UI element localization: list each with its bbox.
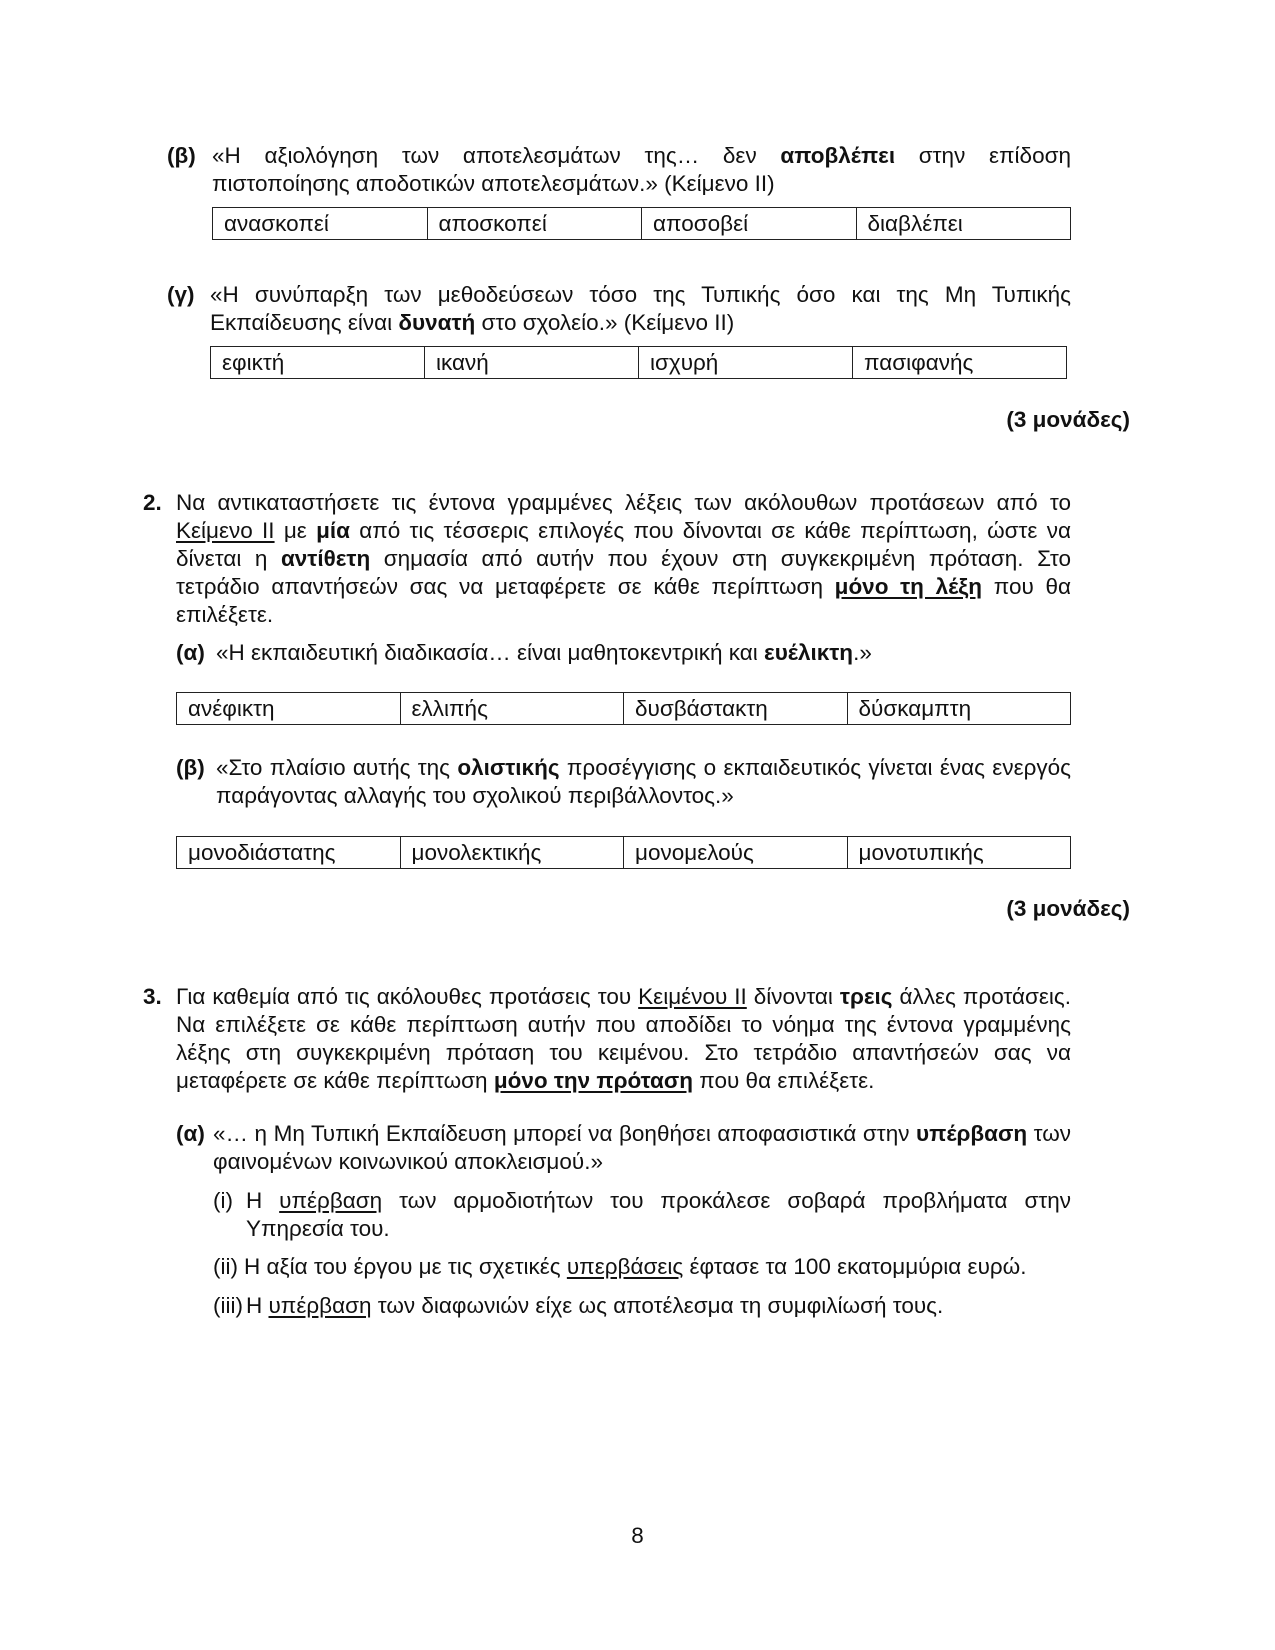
options-table-beta	[212, 207, 1071, 240]
sub-item-sentence: Η υπέρβαση των διαφωνιών είχε ως αποτέλεσμα τη συμφιλίωσή τους.	[246, 1293, 944, 1318]
option-cell: δύσκαμπτη	[847, 693, 1071, 725]
option-cell: δυσβάστακτη	[624, 693, 848, 725]
question-number-2: 2.	[143, 490, 162, 515]
sub-item-label: (ii)	[213, 1254, 238, 1279]
option-cell: αποσοβεί	[642, 208, 857, 240]
item-label-beta: (β)	[167, 143, 196, 168]
option-cell: ελλιπής	[400, 693, 624, 725]
marks-label: (3 μονάδες)	[1006, 407, 1130, 432]
item-label-beta-2: (β)	[176, 755, 205, 780]
question-2-text: Να αντικαταστήσετε τις έντονα γραμμένες λέξεις των ακόλουθων προτάσεων από το Κείμενο ΙΙ με μία από τις τέσσερις επιλογές που δίνονται σε κάθε περίπτωση, ώστε να δίνεται η αντίθετη σημασία από αυτήν που έχουν στη συγκεκριμένη πρόταση. Στο τετράδιο απαντήσεών σας να μεταφέρετε σε κάθε περίπτωση μόνο τη λέξη που θα επιλέξετε.	[176, 490, 1072, 627]
sub-item-sentence: Η αξία του έργου με τις σχετικές υπερβάσεις έφτασε τα 100 εκατομμύρια ευρώ.	[244, 1254, 1027, 1279]
option-cell: μονολεκτικής	[400, 837, 624, 869]
marks-label: (3 μονάδες)	[1006, 896, 1130, 921]
page-number: 8	[631, 1523, 644, 1548]
sub-item-sentence: Η υπέρβαση των αρμοδιοτήτων του προκάλεσε σοβαρά προβλήματα στην Υπηρεσία του.	[246, 1188, 1072, 1241]
item-label-alpha: (α)	[176, 640, 205, 665]
option-cell: ισχυρή	[639, 347, 853, 379]
option-cell: ικανή	[425, 347, 639, 379]
option-cell: αποσκοπεί	[427, 208, 642, 240]
sentence-beta: «Η αξιολόγηση των αποτελεσμάτων της… δεν αποβλέπει στην επίδοση πιστοποίησης αποδοτικών αποτελεσμάτων.» (Κείμενο ΙΙ)	[212, 143, 1071, 196]
item-label-gamma: (γ)	[167, 282, 195, 307]
target-word: ολιστικής	[457, 755, 560, 780]
sub-item-label: (iii)	[213, 1293, 243, 1318]
option-cell: ανέφικτη	[177, 693, 401, 725]
option-cell: μονοτυπικής	[847, 837, 1071, 869]
sentence-alpha-3: «… η Μη Τυπική Εκπαίδευση μπορεί να βοηθήσει αποφασιστικά στην υπέρβαση των φαινομένων κοινωνικού αποκλεισμού.»	[213, 1121, 1072, 1174]
option-cell: πασιφανής	[853, 347, 1067, 379]
options-table-alpha	[176, 692, 1071, 725]
options-table-gamma	[210, 346, 1067, 379]
question-3-text: Για καθεμία από τις ακόλουθες προτάσεις του Κειμένου ΙΙ δίνονται τρεις άλλες προτάσεις. Να επιλέξετε σε κάθε περίπτωση αυτήν που αποδίδει το νόημα της έντονα γραμμένης λέξης στη συγκεκριμένη πρόταση του κειμένου. Στο τετράδιο απαντήσεών σας να μεταφέρετε σε κάθε περίπτωση μόνο την πρόταση που θα επιλέξετε.	[176, 984, 1071, 1093]
sentence-beta-2: «Στο πλαίσιο αυτής της ολιστικής προσέγγισης ο εκπαιδευτικός γίνεται ένας ενεργός παράγοντας αλλαγής του σχολικού περιβάλλοντος.»	[216, 755, 1072, 808]
target-word: υπέρβαση	[916, 1121, 1028, 1146]
target-word: ευέλικτη	[764, 640, 854, 665]
sub-item-label: (i)	[213, 1188, 233, 1213]
option-cell: ανασκοπεί	[213, 208, 428, 240]
options-table-beta-2	[176, 836, 1071, 869]
target-word: αποβλέπει	[780, 143, 896, 168]
option-cell: εφικτή	[211, 347, 425, 379]
question-number-3: 3.	[143, 984, 162, 1009]
option-cell: μονομελούς	[624, 837, 848, 869]
option-cell: μονοδιάστατης	[177, 837, 401, 869]
sentence-gamma: «Η συνύπαρξη των μεθοδεύσεων τόσο της Τυπικής όσο και της Μη Τυπικής Εκπαίδευσης είναι δυνατή στο σχολείο.» (Κείμενο ΙΙ)	[210, 282, 1071, 335]
sentence-alpha: «Η εκπαιδευτική διαδικασία… είναι μαθητοκεντρική και ευέλικτη.»	[216, 640, 872, 665]
option-cell: διαβλέπει	[856, 208, 1071, 240]
target-word: δυνατή	[398, 310, 476, 335]
item-label-alpha-3: (α)	[176, 1121, 205, 1146]
